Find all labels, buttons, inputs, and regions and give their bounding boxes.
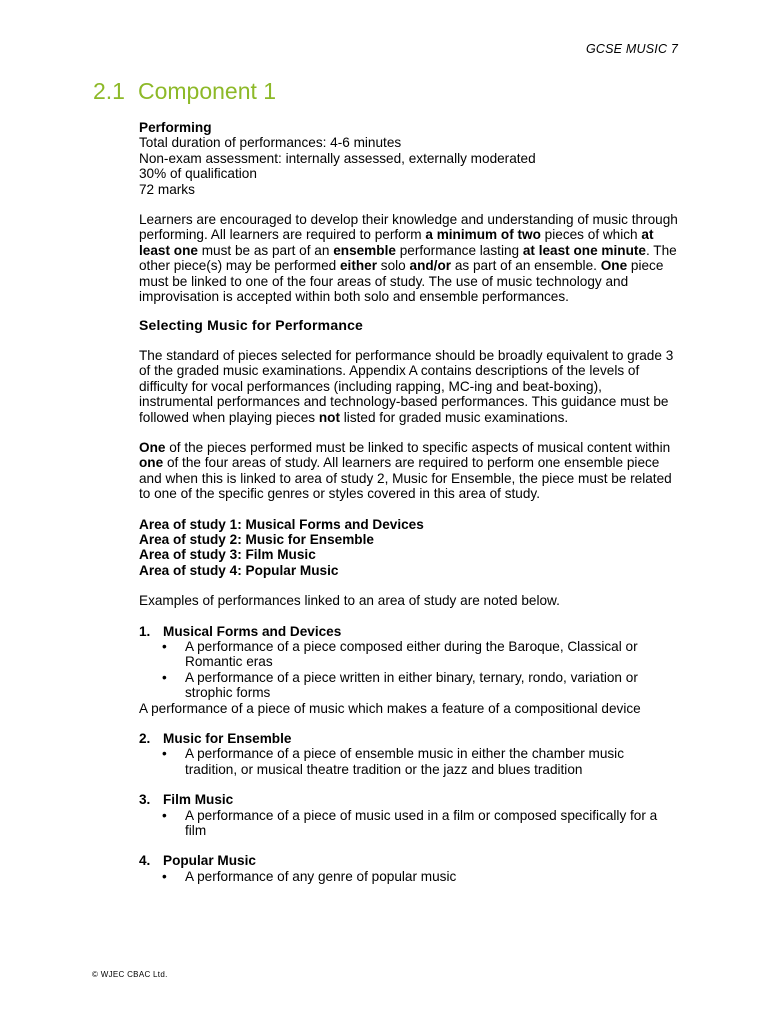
section-title xyxy=(93,78,276,105)
area-of-study-3: Area of study 3: Film Music xyxy=(139,547,316,563)
list-item: • A performance of any genre of popular music xyxy=(185,869,679,884)
example-heading-3: 3. Film Music xyxy=(139,792,234,808)
example-1-list xyxy=(139,639,679,701)
example-1-extra: A performance of a piece of music which makes a feature of a compositional device xyxy=(139,700,641,716)
selecting-heading: Selecting Music for Performance xyxy=(139,317,364,334)
list-item: • A performance of a piece of ensemble music in either the chamber music tradition, or musical theatre tradition or the jazz and blues tradition xyxy=(185,746,679,777)
selecting-paragraph-2: One of the pieces performed must be linked to specific aspects of musical content within one of the four areas of study. All learners are required to perform one ensemble piece and when this is linked to area of study 2, Music for Ensemble, the piece must be related to one of the specific genres or styles covered in this area of study. xyxy=(139,439,672,502)
example-2-list xyxy=(139,746,679,777)
example-heading-1: 1. Musical Forms and Devices xyxy=(139,623,342,639)
page-header: GCSE MUSIC 7 xyxy=(586,42,678,56)
example-3-list xyxy=(139,808,679,839)
performing-weight: 30% of qualification xyxy=(139,166,257,182)
list-item: • A performance of a piece written in either binary, ternary, rondo, variation or strophic forms xyxy=(185,670,679,701)
intro-paragraph: Learners are encouraged to develop their knowledge and understanding of music through performing. All learners are required to perform a minimum of two pieces of which at least one must be as part of an ensemble performance lasting at least one minute. The other piece(s) may be performed either solo and/or as part of an ensemble. One piece must be linked to one of the four areas of study. The use of music technology and improvisation is accepted within both solo and ensemble performances. xyxy=(139,212,678,305)
performing-duration: Total duration of performances: 4-6 minutes xyxy=(139,135,402,151)
main-content xyxy=(139,120,679,884)
performing-heading: Performing xyxy=(139,120,212,135)
example-heading-4: 4. Popular Music xyxy=(139,853,256,869)
list-item: • A performance of a piece composed either during the Baroque, Classical or Romantic eras xyxy=(185,639,679,670)
area-of-study-4: Area of study 4: Popular Music xyxy=(139,562,339,578)
section-title-text: Component 1 xyxy=(137,78,277,104)
area-of-study-2: Area of study 2: Music for Ensemble xyxy=(139,531,374,547)
performing-marks: 72 marks xyxy=(139,181,195,197)
area-of-study-1: Area of study 1: Musical Forms and Devices xyxy=(139,516,424,532)
performing-assessment: Non-exam assessment: internally assessed, externally moderated xyxy=(139,150,536,166)
examples-intro: Examples of performances linked to an area of study are noted below. xyxy=(139,593,560,609)
section-number: 2.1 xyxy=(93,78,125,104)
footer-copyright: © WJEC CBAC Ltd. xyxy=(92,970,168,979)
list-item: • A performance of a piece of music used in a film or composed specifically for a film xyxy=(185,808,679,839)
example-heading-2: 2. Music for Ensemble xyxy=(139,731,292,746)
selecting-paragraph-1: The standard of pieces selected for performance should be broadly equivalent to grade 3 of the graded music examinations. Appendix A contains descriptions of the levels of difficulty for vocal performances (including rapping, MC-ing and beat-boxing), instrumental performances and technology-based performances. This guidance must be followed when playing pieces not listed for graded music examinations. xyxy=(139,347,674,425)
example-4-list xyxy=(139,869,679,884)
